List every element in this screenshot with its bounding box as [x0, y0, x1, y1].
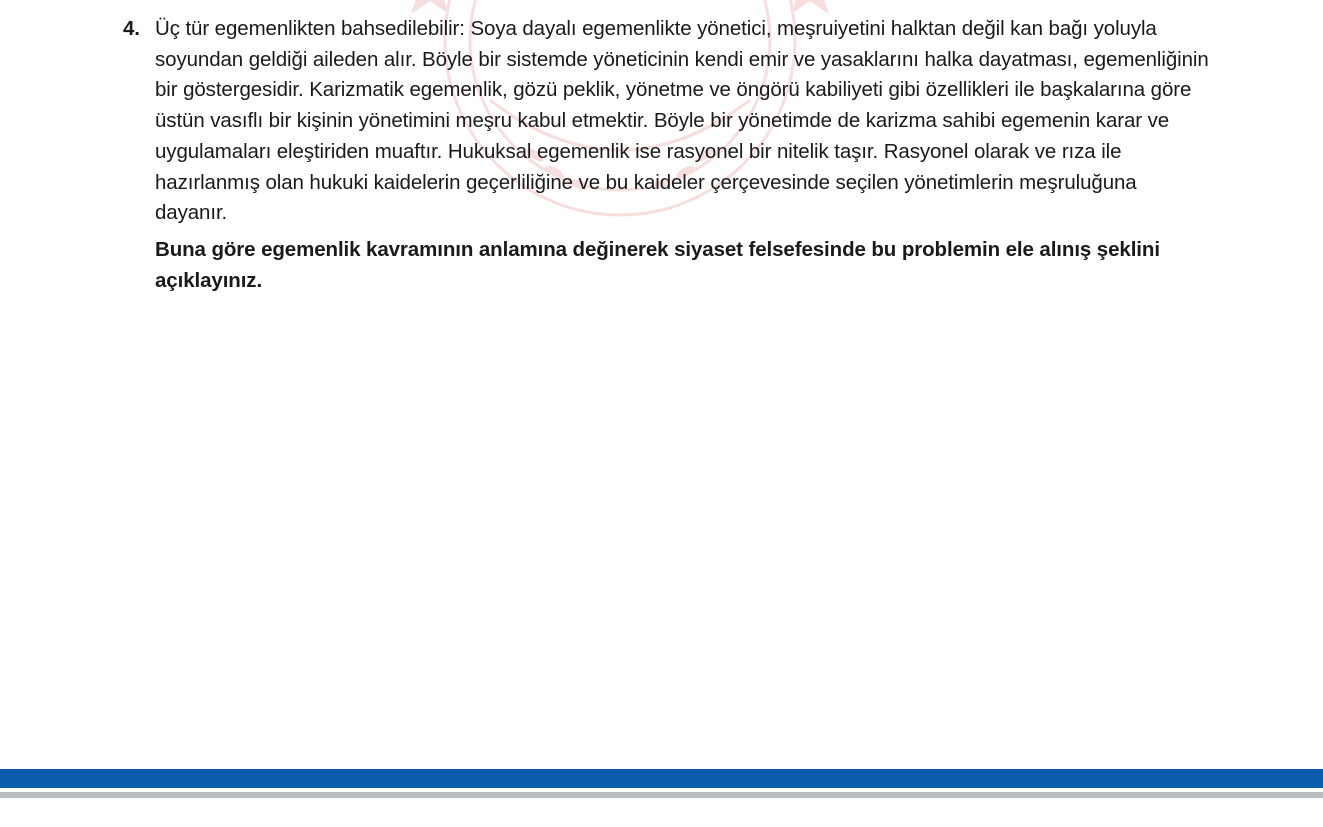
footer-blue-bar: [0, 769, 1323, 788]
question-body: [155, 14, 1213, 296]
question-block: [123, 14, 1213, 296]
question-text: Üç tür egemenlikten bahsedilebilir: Soya dayalı egemenlikte yönetici, meşruiyetini halktan değil kan bağı yoluyla soyundan geldiği aileden alır. Böyle bir sistemde yöneticinin kendi emir ve yasaklarını halka dayatması, egemenliğinin bir göstergesidir. Karizmatik egemenlik, gözü peklik, yönetme ve öngörü kabiliyeti gibi özellikleri ile başkalarına göre üstün vasıflı bir kişinin yönetimini meşru kabul etmektir. Böyle bir yönetimde de karizma sahibi egemenin karar ve uygulamaları eleştiriden muaftır. Hukuksal egemenlik ise rasyonel bir nitelik taşır. Rasyonel olarak ve rıza ile hazırlanmış olan hukuki kaidelerin geçerliliğine ve bu kaideler çerçevesinde seçilen yönetimlerin meşruluğuna dayanır.: [155, 17, 1209, 225]
question-prompt: Buna göre egemenlik kavramının anlamına değinerek siyaset felsefesinde bu problemin ele alınış şeklini açıklayınız.: [155, 237, 1160, 292]
question-number: 4.: [123, 17, 140, 40]
footer-gray-bar: [0, 792, 1323, 798]
